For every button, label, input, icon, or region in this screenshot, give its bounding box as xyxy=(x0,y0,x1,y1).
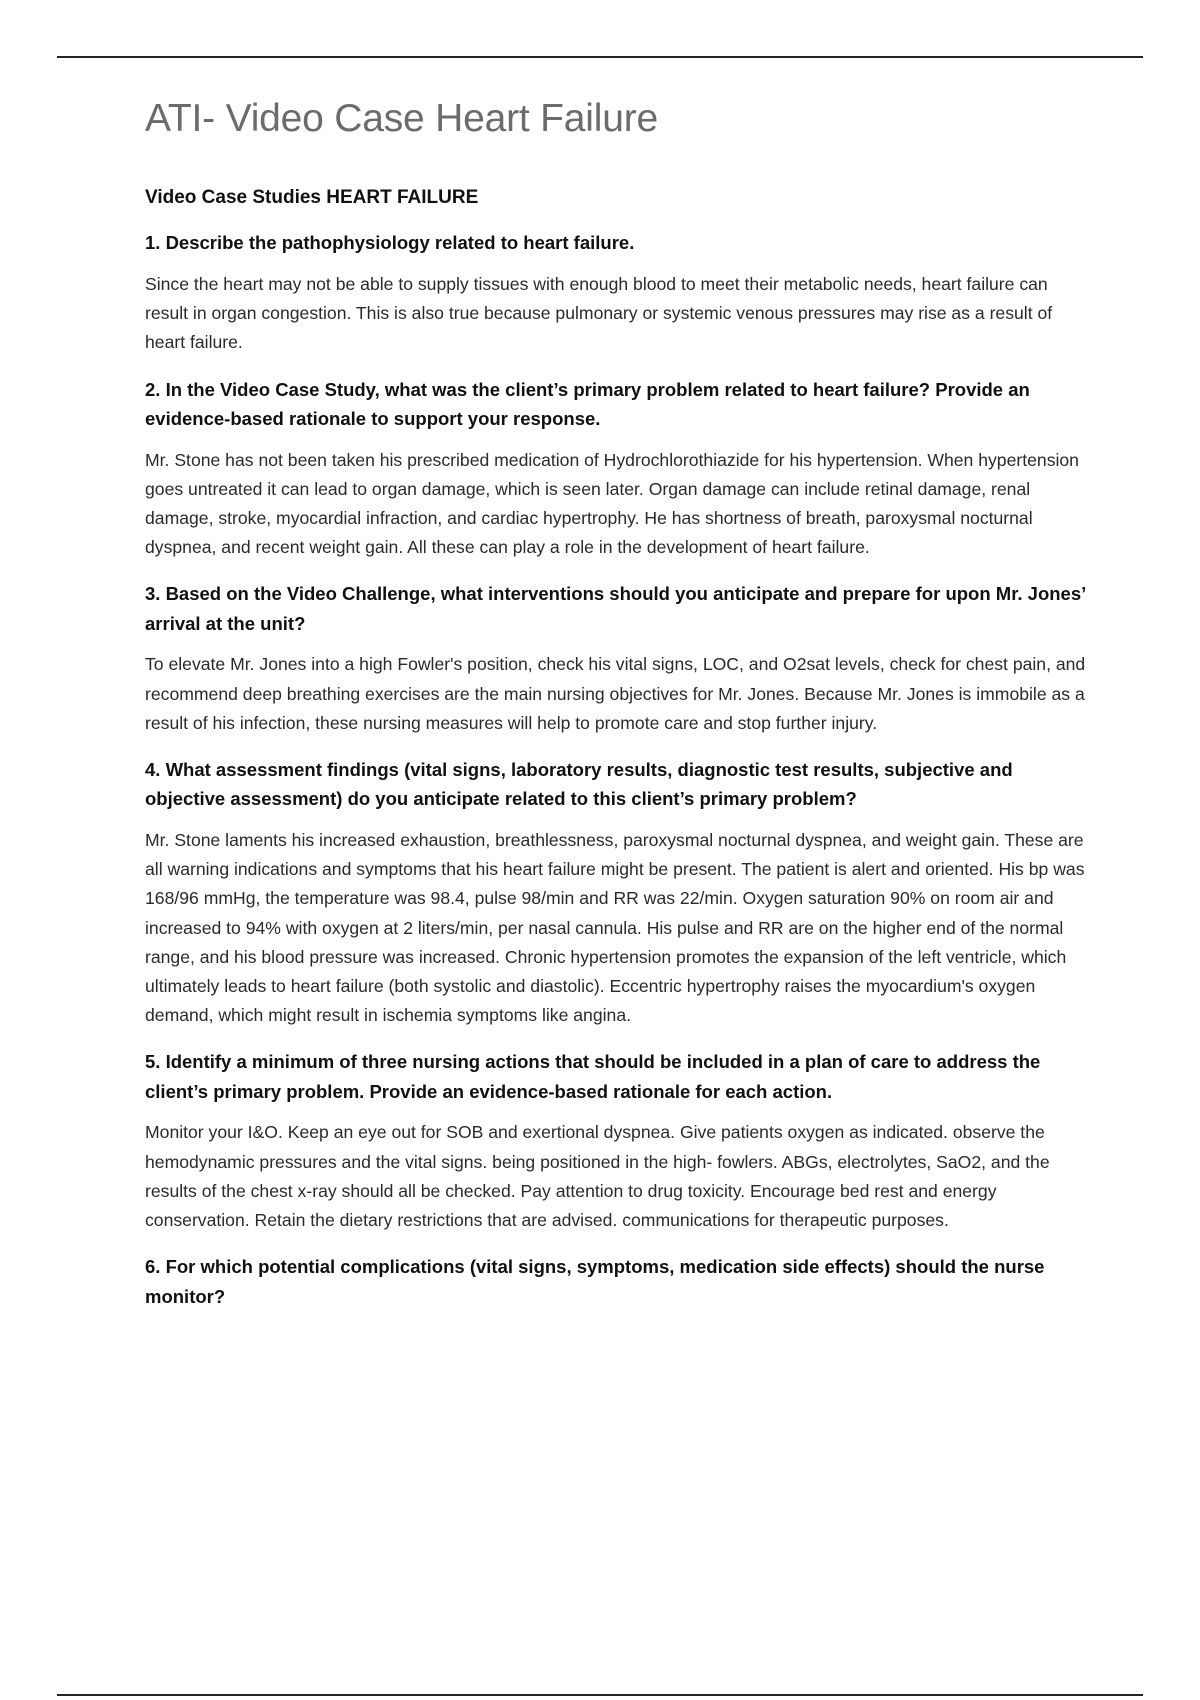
page-title: ATI- Video Case Heart Failure xyxy=(145,97,658,140)
question-text: 6. For which potential complications (vital signs, symptoms, medication side effects) should the nurse monitor? xyxy=(145,1256,1045,1307)
document-page xyxy=(145,96,1090,1311)
question-block-4 xyxy=(145,755,1090,1030)
question-text: 3. Based on the Video Challenge, what interventions should you anticipate and prepare for upon Mr. Jones’ arrival at the unit? xyxy=(145,583,1086,634)
bottom-divider xyxy=(57,1694,1143,1696)
answer-text: Mr. Stone has not been taken his prescribed medication of Hydrochlorothiazide for his hypertension. When hypertension goes untreated it can lead to organ damage, which is seen later. Organ damage can include retinal damage, renal damage, stroke, myocardial infraction, and cardiac hypertrophy. He has shortness of breath, paroxysmal nocturnal dyspnea, and recent weight gain. All these can play a role in the development of heart failure. xyxy=(145,449,1079,558)
top-divider xyxy=(57,56,1143,58)
answer-text: Monitor your I&O. Keep an eye out for SOB and exertional dyspnea. Give patients oxygen as indicated. observe the hemodynamic pressures and the vital signs. being positioned in the high- fowlers. ABGs, electrolytes, SaO2, and the results of the chest x-ray should all be checked. Pay attention to drug toxicity. Encourage bed rest and energy conservation. Retain the dietary restrictions that are advised. communications for therapeutic purposes. xyxy=(145,1122,1050,1230)
answer-text: Since the heart may not be able to supply tissues with enough blood to meet their metabolic needs, heart failure can result in organ congestion. This is also true because pulmonary or systemic venous pressures may rise as a result of heart failure. xyxy=(145,273,1053,353)
question-block-5 xyxy=(145,1047,1090,1235)
question-text: 1. Describe the pathophysiology related to heart failure. xyxy=(145,232,635,254)
question-block-3 xyxy=(145,579,1090,738)
answer-text: To elevate Mr. Jones into a high Fowler's position, check his vital signs, LOC, and O2sat levels, check for chest pain, and recommend deep breathing exercises are the main nursing objectives for Mr. Jones. Because Mr. Jones is immobile as a result of his infection, these nursing measures will help to promote care and stop further injury. xyxy=(145,654,1086,733)
question-text: 2. In the Video Case Study, what was the client’s primary problem related to heart failure? Provide an evidence-based rationale to support your response. xyxy=(145,378,1030,429)
question-block-1 xyxy=(145,228,1090,357)
question-block-2 xyxy=(145,375,1090,563)
question-block-6 xyxy=(145,1252,1090,1311)
question-text: 4. What assessment findings (vital signs, laboratory results, diagnostic test results, subjective and objective assessment) do you anticipate related to this client’s primary problem? xyxy=(145,758,1013,810)
question-list xyxy=(145,228,1090,1311)
section-heading: Video Case Studies HEART FAILURE xyxy=(145,186,479,208)
question-text: 5. Identify a minimum of three nursing actions that should be included in a plan of care to address the client’s primary problem. Provide an evidence-based rationale for each action. xyxy=(145,1051,1041,1102)
answer-text: Mr. Stone laments his increased exhaustion, breathlessness, paroxysmal nocturnal dyspnea, and weight gain. These are all warning indications and symptoms that his heart failure might be present. The patient is alert and oriented. His bp was 168/96 mmHg, the temperature was 98.4, pulse 98/min and RR was 22/min. Oxygen saturation 90% on room air and increased to 94% with oxygen at 2 liters/min, per nasal cannula. His pulse and RR are on the higher end of the normal range, and his blood pressure was increased. Chronic hypertension promotes the expansion of the left ventricle, which ultimately leads to heart failure (both systolic and diastolic). Eccentric hypertrophy raises the myocardium's oxygen demand, which might result in ischemia symptoms like angina. xyxy=(145,829,1085,1026)
